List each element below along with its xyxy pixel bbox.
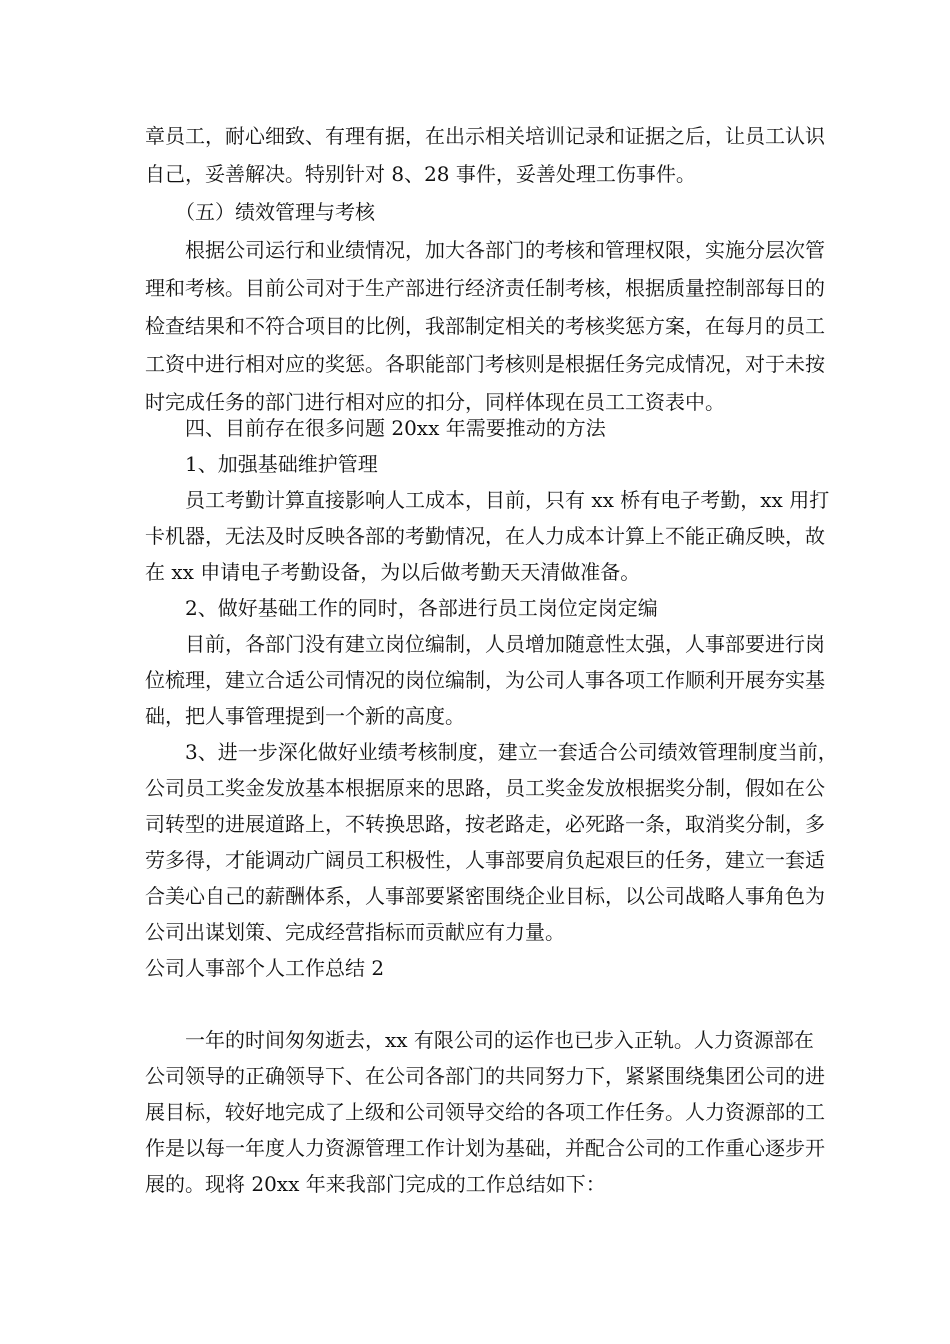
subsection-heading: 2、做好基础工作的同时，各部进行员工岗位定岗定编 — [185, 596, 658, 620]
paragraph-line: 公司出谋划策、完成经营指标而贡献应有力量。 — [145, 920, 565, 944]
paragraph-line: 时完成任务的部门进行相对应的扣分，同样体现在员工工资表中。 — [145, 390, 725, 414]
document-title: 公司人事部个人工作总结 2 — [145, 956, 385, 980]
paragraph-line: 自己，妥善解决。特别针对 8、28 事件，妥善处理工伤事件。 — [145, 162, 696, 186]
paragraph-line: 公司领导的正确领导下、在公司各部门的共同努力下，紧紧围绕集团公司的进 — [145, 1064, 825, 1088]
paragraph-line: 在 xx 申请电子考勤设备，为以后做考勤天天清做准备。 — [145, 560, 641, 584]
paragraph-line: 劳多得，才能调动广阔员工积极性，人事部要肩负起艰巨的任务，建立一套适 — [145, 848, 825, 872]
paragraph-line: 础，把人事管理提到一个新的高度。 — [145, 704, 465, 728]
paragraph-line: 司转型的进展道路上，不转换思路，按老路走，必死路一条，取消奖分制，多 — [145, 812, 825, 836]
section-heading: 四、目前存在很多问题 20xx 年需要推动的方法 — [185, 416, 606, 440]
paragraph-line: 3、进一步深化做好业绩考核制度，建立一套适合公司绩效管理制度当前， — [185, 740, 838, 764]
paragraph-line: 根据公司运行和业绩情况，加大各部门的考核和管理权限，实施分层次管 — [185, 238, 825, 262]
section-heading: （五）绩效管理与考核 — [175, 200, 375, 224]
paragraph-line: 理和考核。目前公司对于生产部进行经济责任制考核，根据质量控制部每日的 — [145, 276, 825, 300]
paragraph-line: 卡机器，无法及时反映各部的考勤情况，在人力成本计算上不能正确反映，故 — [145, 524, 825, 548]
paragraph-line: 公司员工奖金发放基本根据原来的思路，员工奖金发放根据奖分制，假如在公 — [145, 776, 825, 800]
subsection-heading: 1、加强基础维护管理 — [185, 452, 378, 476]
paragraph-line: 合美心自己的薪酬体系，人事部要紧密围绕企业目标，以公司战略人事角色为 — [145, 884, 825, 908]
paragraph-line: 展目标，较好地完成了上级和公司领导交给的各项工作任务。人力资源部的工 — [145, 1100, 825, 1124]
paragraph-line: 作是以每一年度人力资源管理工作计划为基础，并配合公司的工作重心逐步开 — [145, 1136, 825, 1160]
paragraph-line: 一年的时间匆匆逝去，xx 有限公司的运作也已步入正轨。人力资源部在 — [185, 1028, 814, 1052]
paragraph-line: 检查结果和不符合项目的比例，我部制定相关的考核奖惩方案，在每月的员工 — [145, 314, 825, 338]
paragraph-line: 员工考勤计算直接影响人工成本，目前，只有 xx 桥有电子考勤，xx 用打 — [185, 488, 830, 512]
paragraph-line: 位梳理，建立合适公司情况的岗位编制，为公司人事各项工作顺利开展夯实基 — [145, 668, 825, 692]
paragraph-line: 工资中进行相对应的奖惩。各职能部门考核则是根据任务完成情况，对于未按 — [145, 352, 825, 376]
paragraph-line: 展的。现将 20xx 年来我部门完成的工作总结如下： — [145, 1172, 606, 1196]
paragraph-line: 章员工，耐心细致、有理有据，在出示相关培训记录和证据之后，让员工认识 — [145, 124, 825, 148]
paragraph-line: 目前，各部门没有建立岗位编制，人员增加随意性太强，人事部要进行岗 — [185, 632, 825, 656]
